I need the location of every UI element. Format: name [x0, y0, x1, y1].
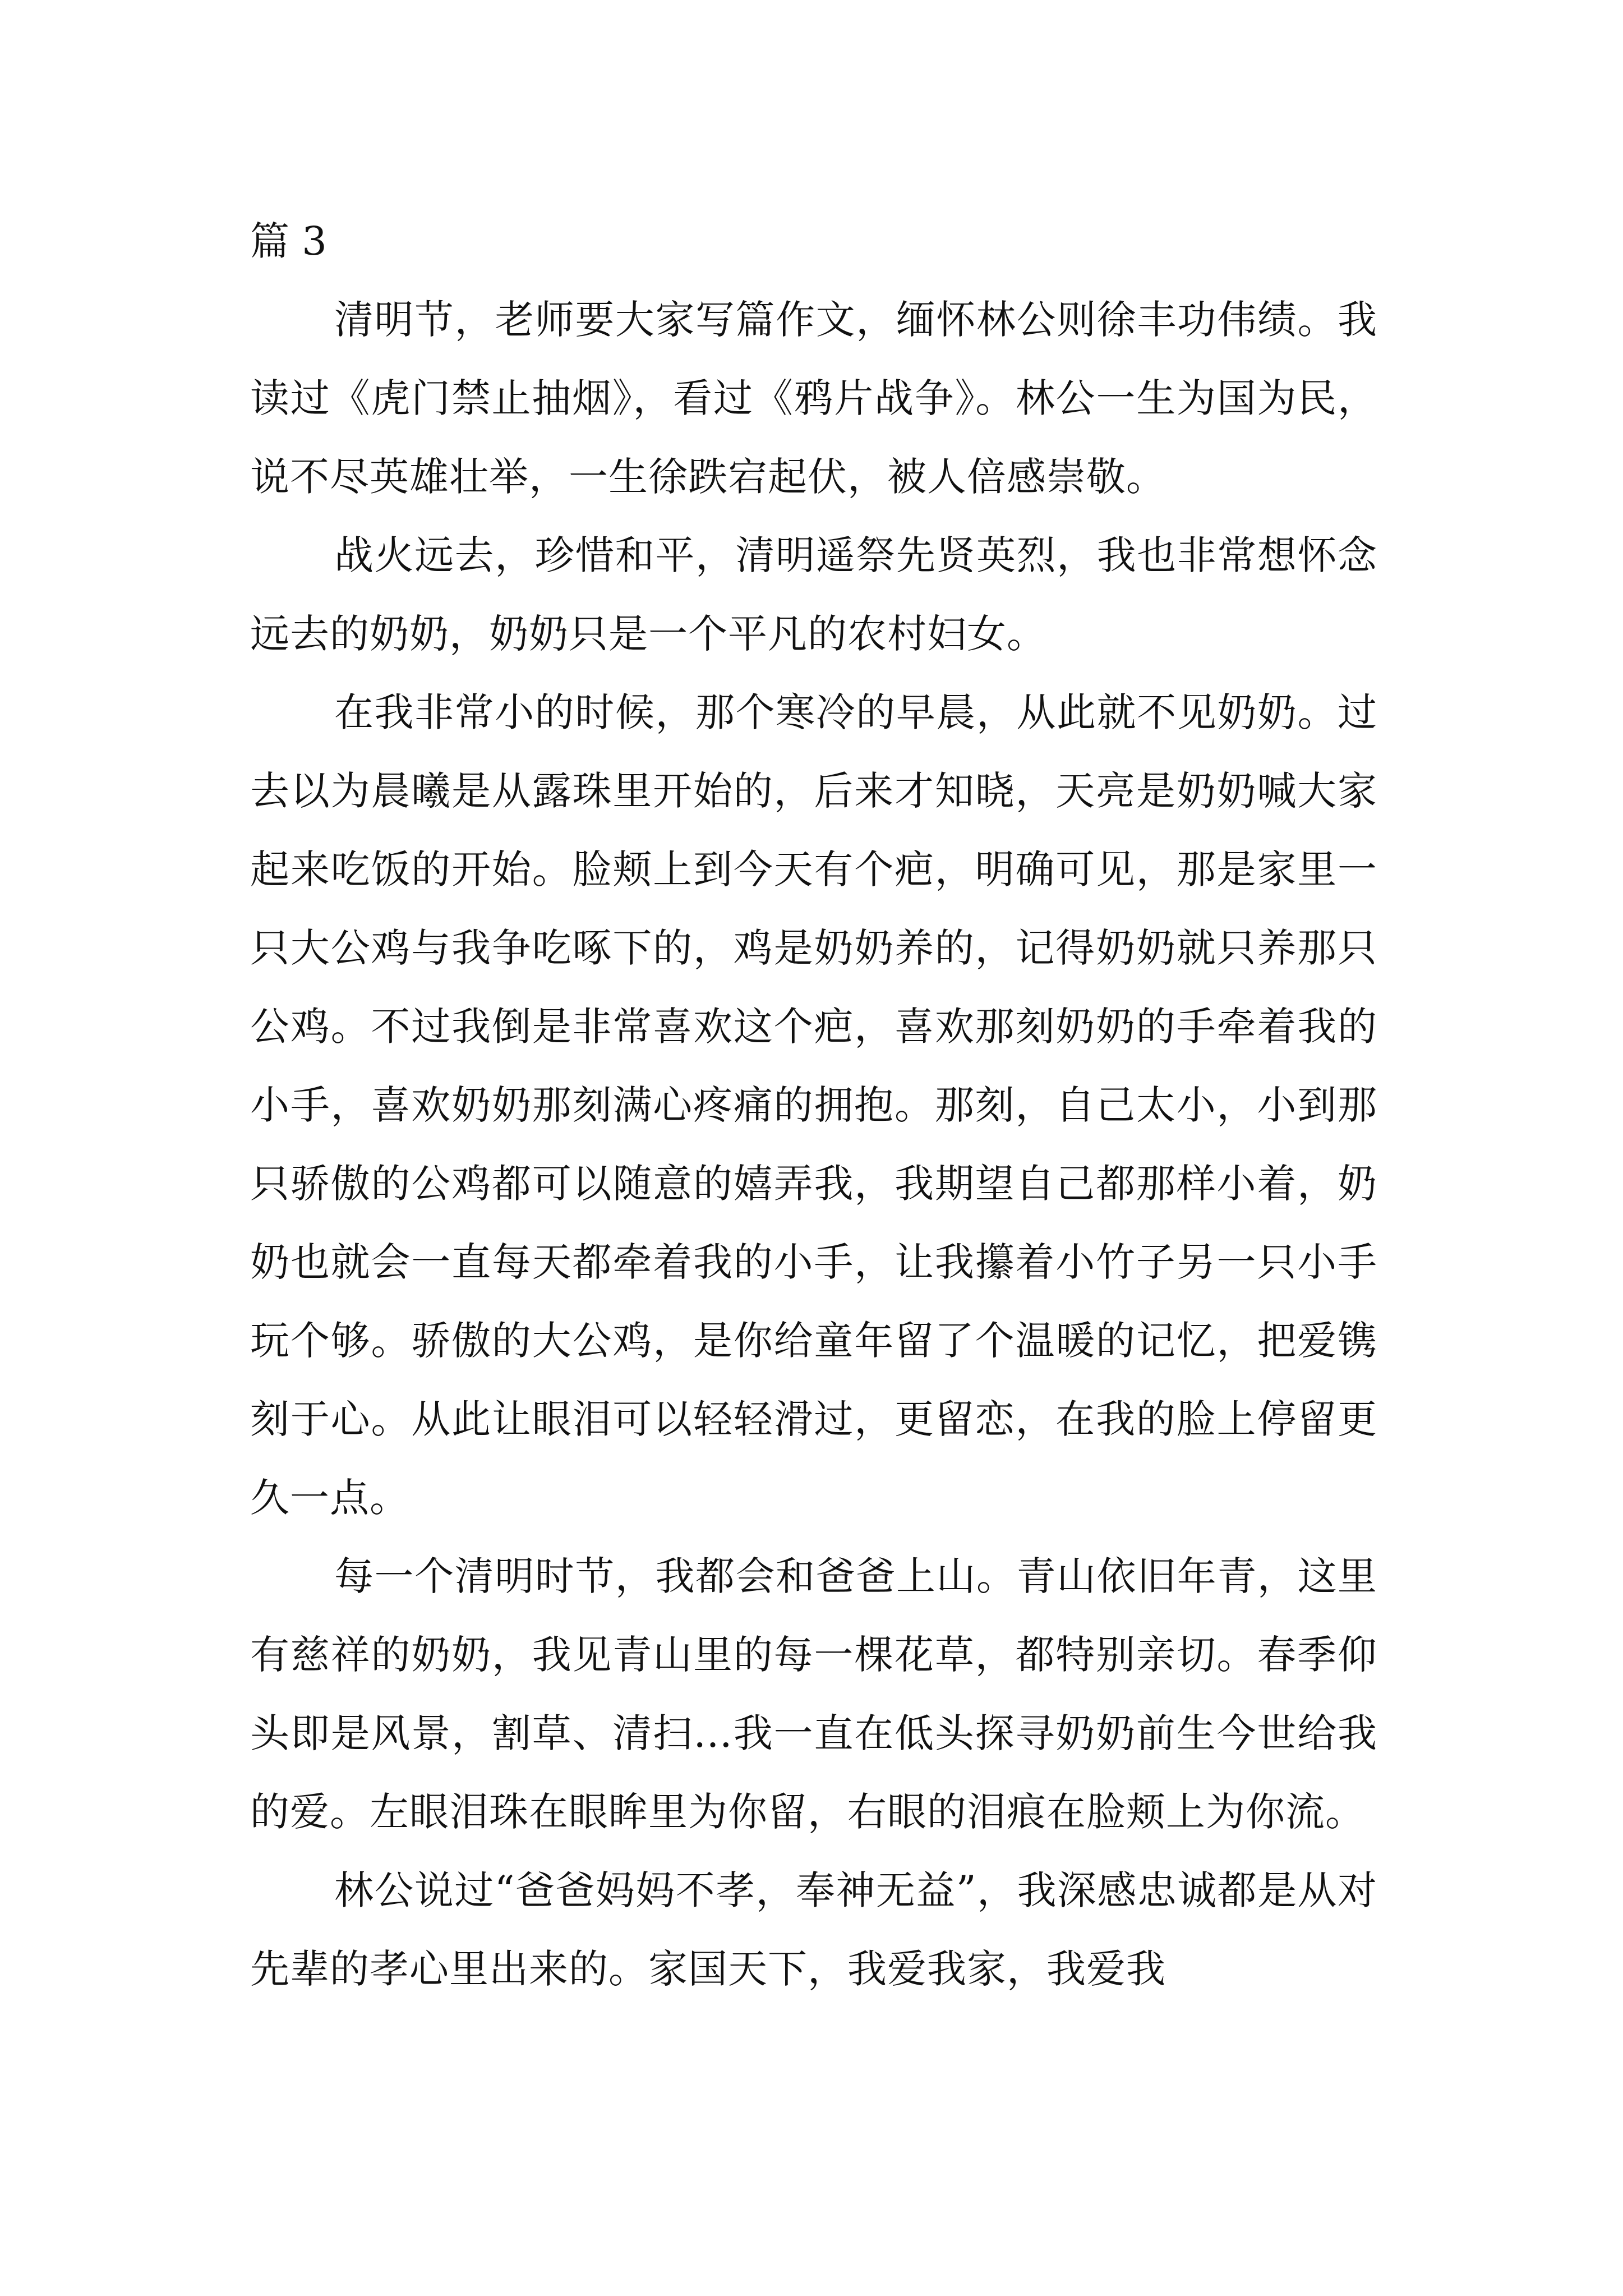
paragraph-1: 清明节，老师要大家写篇作文，缅怀林公则徐丰功伟绩。我读过《虎门禁止抽烟》，看过《鸦片战争》。林公一生为国为民，说不尽英雄壮举，一生徐跌宕起伏，被人倍感崇敬。 — [250, 297, 1377, 500]
document-body — [250, 202, 1377, 2008]
paragraph-3: 在我非常小的时候，那个寒冷的早晨，从此就不见奶奶。过去以为晨曦是从露珠里开始的，后来才知晓，天亮是奶奶喊大家起来吃饭的开始。脸颊上到今天有个疤，明确可见，那是家里一只大公鸡与我争吃啄下的，鸡是奶奶养的，记得奶奶就只养那只公鸡。不过我倒是非常喜欢这个疤，喜欢那刻奶奶的手牵着我的小手，喜欢奶奶那刻满心疼痛的拥抱。那刻，自己太小，小到那只骄傲的公鸡都可以随意的嬉弄我，我期望自己都那样小着，奶奶也就会一直每天都牵着我的小手，让我攥着小竹子另一只小手玩个够。骄傲的大公鸡，是你给童年留了个温暖的记忆，把爱镌刻于心。从此让眼泪可以轻轻滑过，更留恋，在我的脸上停留更久一点。 — [250, 689, 1377, 1521]
section-heading: 篇 3 — [250, 218, 327, 264]
paragraph-4: 每一个清明时节，我都会和爸爸上山。青山依旧年青，这里有慈祥的奶奶，我见青山里的每一棵花草，都特别亲切。春季仰头即是风景，割草、清扫…我一直在低头探寻奶奶前生今世给我的爱。左眼泪珠在眼眸里为你留，右眼的泪痕在脸颊上为你流。 — [250, 1553, 1377, 1835]
paragraph-5: 林公说过“爸爸妈妈不孝，奉神无益”，我深感忠诚都是从对先辈的孝心里出来的。家国天下，我爱我家，我爱我 — [250, 1867, 1377, 1992]
paragraph-2: 战火远去，珍惜和平，清明遥祭先贤英烈，我也非常想怀念远去的奶奶，奶奶只是一个平凡的农村妇女。 — [250, 532, 1377, 657]
